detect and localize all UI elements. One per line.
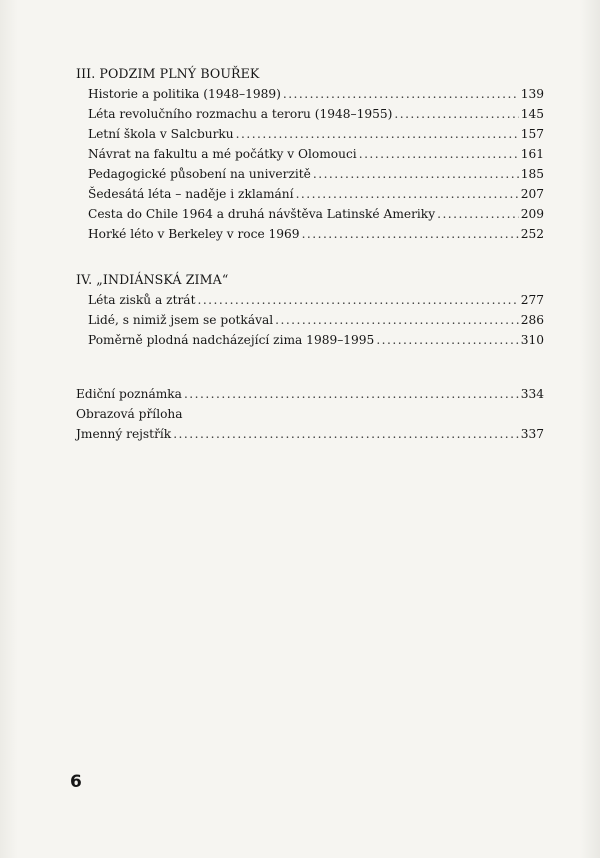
- toc-entry-title: Léta zisků a ztrát: [88, 293, 196, 307]
- toc-entry: [76, 424, 544, 444]
- toc-entry-title: Horké léto v Berkeley v roce 1969: [88, 227, 300, 241]
- page-number: 6: [70, 772, 82, 792]
- toc-entry-page: 286: [520, 313, 544, 327]
- toc-entry-page: 157: [520, 127, 544, 141]
- toc-entry-page: 252: [520, 227, 544, 241]
- toc-entry: [76, 184, 544, 204]
- dot-leader: [376, 330, 518, 350]
- toc-entry-title: Ediční poznámka: [76, 387, 182, 401]
- toc-entry-page: 185: [520, 167, 544, 181]
- dot-leader: [173, 424, 519, 444]
- dot-leader: [394, 104, 518, 124]
- toc-entry-page: 209: [520, 207, 544, 221]
- table-of-contents: [76, 64, 544, 444]
- toc-entry: [76, 224, 544, 244]
- toc-entry-page: 161: [520, 147, 544, 161]
- dot-leader: [302, 224, 519, 244]
- dot-leader: [236, 124, 519, 144]
- section-title: IV. „INDIÁNSKÁ ZIMA“: [76, 272, 229, 287]
- toc-entry: [76, 84, 544, 104]
- toc-entry-page: 334: [520, 387, 544, 401]
- toc-entry-title: Poměrně plodná nadcházející zima 1989–1995: [88, 333, 375, 347]
- section-spacer: [76, 244, 544, 270]
- toc-entry-page: 310: [520, 333, 544, 347]
- section-spacer: [76, 350, 544, 384]
- toc-entry: [76, 404, 544, 424]
- toc-entry-title: Léta revolučního rozmachu a teroru (1948–1955): [88, 107, 393, 121]
- section-title: III. PODZIM PLNÝ BOUŘEK: [76, 66, 260, 81]
- toc-entry: [76, 384, 544, 404]
- toc-entry: [76, 124, 544, 144]
- dot-leader: [197, 290, 518, 310]
- toc-entry-page: 145: [520, 107, 544, 121]
- toc-entry: [76, 164, 544, 184]
- dot-leader: [275, 310, 519, 330]
- toc-entry-title: Obrazová příloha: [76, 407, 183, 421]
- dot-leader: [296, 184, 519, 204]
- toc-entry-page: 337: [520, 427, 544, 441]
- toc-entry-title: Pedagogické působení na univerzitě: [88, 167, 311, 181]
- dot-leader: [184, 384, 519, 404]
- toc-entry-title: Letní škola v Salcburku: [88, 127, 234, 141]
- toc-entry-title: Návrat na fakultu a mé počátky v Olomouci: [88, 147, 357, 161]
- toc-entry-page: 139: [520, 87, 544, 101]
- dot-leader: [313, 164, 519, 184]
- toc-entry-title: Šedesátá léta – naděje i zklamání: [88, 187, 294, 201]
- toc-entry: [76, 104, 544, 124]
- toc-entry: [76, 204, 544, 224]
- dot-leader: [359, 144, 519, 164]
- toc-entry-title: Historie a politika (1948–1989): [88, 87, 281, 101]
- toc-entry-page: 207: [520, 187, 544, 201]
- toc-entry-page: 277: [520, 293, 544, 307]
- toc-entry: [76, 310, 544, 330]
- toc-entry-title: Jmenný rejstřík: [76, 427, 172, 441]
- toc-entry-title: Lidé, s nimiž jsem se potkával: [88, 313, 274, 327]
- dot-leader: [437, 204, 519, 224]
- toc-entry: [76, 290, 544, 310]
- dot-leader: [283, 84, 519, 104]
- toc-entry: [76, 330, 544, 350]
- toc-entry-title: Cesta do Chile 1964 a druhá návštěva Latinské Ameriky: [88, 207, 436, 221]
- toc-entry: [76, 144, 544, 164]
